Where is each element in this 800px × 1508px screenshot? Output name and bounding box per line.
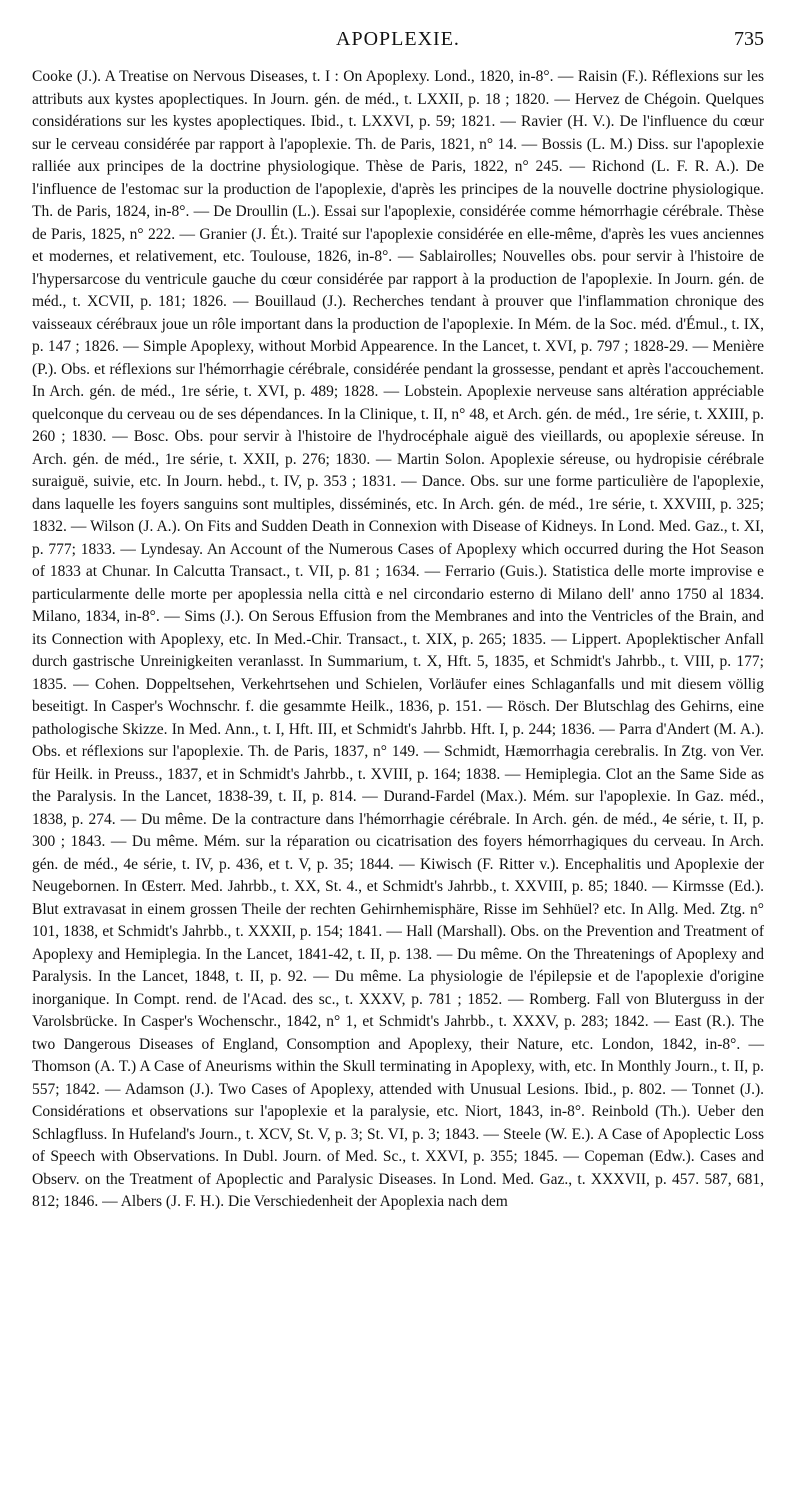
page-number: 735 [734, 28, 764, 50]
running-head [32, 18, 764, 52]
bibliography-paragraph: Cooke (J.). A Treatise on Nervous Diseases, t. I : On Apoplexy. Lond., 1820, in-8°. — Raisin (F.). Réflexions sur les attributs aux kystes apoplectiques. In Journ. gén. de méd., t. LXXII, p. 18 ; 1820. — Hervez de Chégoin. Quelques considérations sur les kystes apoplectiques. Ibid., t. LXXVI, p. 59; 1821. — Ravier (H. V.). De l'influence du cœur sur le cerveau considérée par rapport à l'apoplexie. Th. de Paris, 1821, n° 14. — Bossis (L. M.) Diss. sur l'apoplexie ralliée aux principes de la doctrine physiologique. Thèse de Paris, 1822, n° 245. — Richond (L. F. R. A.). De l'influence de l'estomac sur la production de l'apoplexie, d'après les principes de la nouvelle doctrine physiologique. Th. de Paris, 1824, in-8°. — De Droullin (L.). Essai sur l'apoplexie, considérée comme hémorrhagie cérébrale. Thèse de Paris, 1825, n° 222. — Granier (J. Ét.). Traité sur l'apoplexie considérée en elle-même, d'après les vues anciennes et modernes, et relativement, etc. Toulouse, 1826, in-8°. — Sablairolles; Nouvelles obs. pour servir à l'histoire de l'hypersarcose du ventricule gauche du cœur considérée par rapport à la production de l'apoplexie. In Journ. gén. de méd., t. XCVII, p. 181; 1826. — Bouillaud (J.). Recherches tendant à prouver que l'inflammation chronique des vaisseaux cérébraux joue un rôle important dans la production de l'apoplexie. In Mém. de la Soc. méd. d'Émul., t. IX, p. 147 ; 1826. — Simple Apoplexy, without Morbid Appearence. In the Lancet, t. XVI, p. 797 ; 1828-29. — Menière (P.). Obs. et réflexions sur l'hémorrhagie cérébrale, considérée pendant la grossesse, pendant et après l'accouchement. In Arch. gén. de méd., 1re série, t. XVI, p. 489; 1828. — Lobstein. Apoplexie nerveuse sans altération appréciable quelconque du cerveau ou de ses dépendances. In la Clinique, t. II, n° 48, et Arch. gén. de méd., 1re série, t. XXIII, p. 260 ; 1830. — Bosc. Obs. pour servir à l'histoire de l'hydrocéphale aiguë des vieillards, ou apoplexie séreuse. In Arch. gén. de méd., 1re série, t. XXII, p. 276; 1830. — Martin Solon. Apoplexie séreuse, ou hydropisie cérébrale suraiguë, suivie, etc. In Journ. hebd., t. IV, p. 353 ; 1831. — Dance. Obs. sur une forme particulière de l'apoplexie, dans laquelle les foyers sanguins sont multiples, disséminés, etc. In Arch. gén. de méd., 1re série, t. XXVIII, p. 325; 1832. — Wilson (J. A.). On Fits and Sudden Death in Connexion with Disease of Kidneys. In Lond. Med. Gaz., t. XI, p. 777; 1833. — Lyndesay. An Account of the Numerous Cases of Apoplexy which occurred during the Hot Season of 1833 at Chunar. In Calcutta Transact., t. VII, p. 81 ; 1634. — Ferrario (Guis.). Statistica delle morte improvise e particularmente delle morte per apoplessia nella città e nel circondario esterno di Milano dell' anno 1750 al 1834. Milano, 1834, in-8°. — Sims (J.). On Serous Effusion from the Membranes and into the Ventricles of the Brain, and its Connection with Apoplexy, etc. In Med.-Chir. Transact., t. XIX, p. 265; 1835. — Lippert. Apoplektischer Anfall durch gastrische Unreinigkeiten veranlasst. In Summarium, t. X, Hft. 5, 1835, et Schmidt's Jahrbb., t. VIII, p. 177; 1835. — Cohen. Doppeltsehen, Verkehrtsehen und Schielen, Vorläufer eines Schlaganfalls und mit diesem völlig beseitigt. In Casper's Wochnschr. f. die gesammte Heilk., 1836, p. 151. — Rösch. Der Blutschlag des Gehirns, eine pathologische Skizze. In Med. Ann., t. I, Hft. III, et Schmidt's Jahrbb. Hft. I, p. 244; 1836. — Parra d'Andert (M. A.). Obs. et réflexions sur l'apoplexie. Th. de Paris, 1837, n° 149. — Schmidt, Hæmorrhagia cerebralis. In Ztg. von Ver. für Heilk. in Preuss., 1837, et in Schmidt's Jahrbb., t. XVIII, p. 164; 1838. — Hemiplegia. Clot an the Same Side as the Paralysis. In the Lancet, 1838-39, t. II, p. 814. — Durand-Fardel (Max.). Mém. sur l'apoplexie. In Gaz. méd., 1838, p. 274. — Du même. De la contracture dans l'hémorrhagie cérébrale. In Arch. gén. de méd., 4e série, t. II, p. 300 ; 1843. — Du même. Mém. sur la réparation ou cicatrisation des foyers hémorrhagiques du cerveau. In Arch. gén. de méd., 4e série, t. IV, p. 436, et t. V, p. 35; 1844. — Kiwisch (F. Ritter v.). Encephalitis und Apoplexie der Neugebornen. In Œsterr. Med. Jahrbb., t. XX, St. 4., et Schmidt's Jahrbb., t. XXVIII, p. 85; 1840. — Kirmsse (Ed.). Blut extravasat in einem grossen Theile der rechten Gehirnhemisphäre, Risse im Sehhüel? etc. In Allg. Med. Ztg. n° 101, 1838, et Schmidt's Jahrbb., t. XXXII, p. 154; 1841. — Hall (Marshall). Obs. on the Prevention and Treatment of Apoplexy and Hemiplegia. In the Lancet, 1841-42, t. II, p. 138. — Du même. On the Threatenings of Apoplexy and Paralysis. In the Lancet, 1848, t. II, p. 92. — Du même. La physiologie de l'épilepsie et de l'apoplexie d'origine inorganique. In Compt. rend. de l'Acad. des sc., t. XXXV, p. 781 ; 1852. — Romberg. Fall von Bluterguss in der Varolsbrücke. In Casper's Wochenschr., 1842, n° 1, et Schmidt's Jahrbb., t. XXXV, p. 283; 1842. — East (R.). The two Dangerous Diseases of England, Consomption and Apoplexy, their Nature, etc. London, 1842, in-8°. — Thomson (A. T.) A Case of Aneurisms within the Skull terminating in Apoplexy, with, etc. In Monthly Journ., t. II, p. 557; 1842. — Adamson (J.). Two Cases of Apoplexy, attended with Unusual Lesions. Ibid., p. 802. — Tonnet (J.). Considérations et observations sur l'apoplexie et la paralysie, etc. Niort, 1843, in-8°. Reinbold (Th.). Ueber den Schlagfluss. In Hufeland's Journ., t. XCV, St. V, p. 3; St. VI, p. 3; 1843. — Steele (W. E.). A Case of Apoplectic Loss of Speech with Observations. In Dubl. Journ. of Med. Sc., t. XXVI, p. 355; 1845. — Copeman (Edw.). Cases and Observ. on the Treatment of Apoplectic and Paralysic Diseases. In Lond. Med. Gaz., t. XXXVII, p. 457. 587, 681, 812; 1846. — Albers (J. F. H.). Die Verschiedenheit der Apoplexia nach dem [32, 68, 764, 1210]
bibliography-text [32, 66, 764, 1214]
page-title: APOPLEXIE. [336, 28, 460, 50]
